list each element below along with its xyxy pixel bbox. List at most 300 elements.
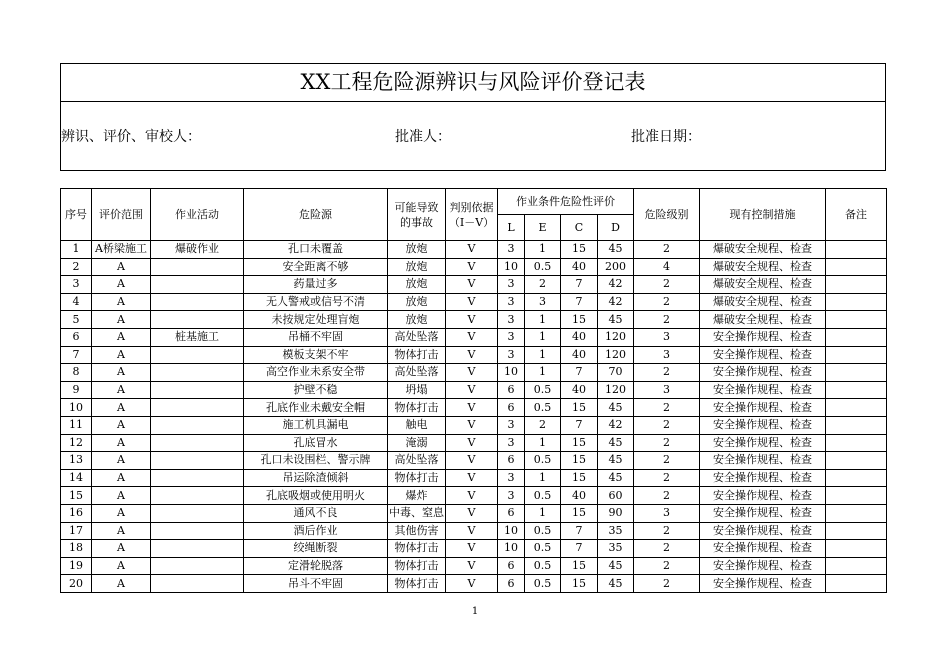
cell-no: 2: [61, 258, 92, 276]
cell-hazard: 吊运除渣倾斜: [244, 469, 388, 487]
cell-l: 6: [498, 575, 525, 593]
cell-level: 2: [634, 293, 700, 311]
cell-scope: A: [92, 364, 151, 382]
cell-no: 8: [61, 364, 92, 382]
cell-accident: 物体打击: [388, 346, 446, 364]
cell-activity: [151, 522, 244, 540]
cell-d: 42: [598, 276, 634, 294]
cell-accident: 放炮: [388, 258, 446, 276]
cell-scope: A: [92, 575, 151, 593]
cell-control: 安全操作规程、检查: [700, 346, 826, 364]
cell-remark: [826, 575, 887, 593]
cell-control: 安全操作规程、检查: [700, 416, 826, 434]
cell-level: 2: [634, 434, 700, 452]
cell-no: 12: [61, 434, 92, 452]
cell-remark: [826, 293, 887, 311]
cell-basis: V: [446, 346, 498, 364]
cell-control: 安全操作规程、检查: [700, 399, 826, 417]
cell-activity: [151, 434, 244, 452]
cell-c: 40: [561, 328, 598, 346]
cell-scope: A: [92, 452, 151, 470]
cell-l: 10: [498, 540, 525, 558]
cell-basis: V: [446, 258, 498, 276]
cell-d: 200: [598, 258, 634, 276]
cell-control: 安全操作规程、检查: [700, 452, 826, 470]
cell-hazard: 护壁不稳: [244, 381, 388, 399]
table-row: [61, 311, 887, 329]
cell-remark: [826, 346, 887, 364]
cell-accident: 爆炸: [388, 487, 446, 505]
cell-d: 45: [598, 241, 634, 259]
hazard-register-table: [60, 188, 887, 593]
cell-scope: A: [92, 399, 151, 417]
cell-control: 安全操作规程、检查: [700, 364, 826, 382]
cell-activity: [151, 504, 244, 522]
cell-basis: V: [446, 311, 498, 329]
cell-hazard: 酒后作业: [244, 522, 388, 540]
header-accident-line2: 的事故: [400, 215, 433, 229]
table-row: [61, 504, 887, 522]
cell-control: 安全操作规程、检查: [700, 557, 826, 575]
identifier-label: 辨识、评价、审校人：: [61, 129, 201, 145]
header-scope: 评价范围: [92, 189, 151, 241]
cell-scope: A桥梁施工: [92, 241, 151, 259]
cell-d: 42: [598, 416, 634, 434]
cell-activity: [151, 293, 244, 311]
cell-accident: 放炮: [388, 276, 446, 294]
cell-c: 7: [561, 540, 598, 558]
cell-level: 2: [634, 575, 700, 593]
table-row: [61, 487, 887, 505]
cell-basis: V: [446, 575, 498, 593]
cell-d: 70: [598, 364, 634, 382]
cell-basis: V: [446, 293, 498, 311]
cell-control: 爆破安全规程、检查: [700, 311, 826, 329]
header-accident-line1: 可能导致: [394, 200, 439, 214]
cell-l: 10: [498, 364, 525, 382]
cell-level: 2: [634, 241, 700, 259]
cell-no: 3: [61, 276, 92, 294]
form-header: [60, 63, 886, 171]
header-accident: [388, 189, 446, 241]
cell-basis: V: [446, 416, 498, 434]
cell-level: 2: [634, 416, 700, 434]
cell-accident: 中毒、窒息: [388, 504, 446, 522]
cell-activity: [151, 469, 244, 487]
cell-e: 3: [525, 293, 561, 311]
cell-level: 2: [634, 557, 700, 575]
cell-e: 0.5: [525, 487, 561, 505]
cell-remark: [826, 522, 887, 540]
cell-no: 10: [61, 399, 92, 417]
cell-e: 0.5: [525, 540, 561, 558]
cell-remark: [826, 241, 887, 259]
cell-scope: A: [92, 328, 151, 346]
cell-e: 1: [525, 504, 561, 522]
cell-control: 爆破安全规程、检查: [700, 276, 826, 294]
cell-hazard: 通风不良: [244, 504, 388, 522]
cell-d: 45: [598, 557, 634, 575]
approve-date-label: 批准日期：: [631, 129, 701, 145]
cell-e: 1: [525, 328, 561, 346]
cell-activity: [151, 346, 244, 364]
cell-d: 90: [598, 504, 634, 522]
table-row: [61, 399, 887, 417]
cell-hazard: 吊桶不牢固: [244, 328, 388, 346]
header-d: D: [598, 215, 634, 241]
cell-no: 14: [61, 469, 92, 487]
cell-e: 2: [525, 276, 561, 294]
cell-accident: 触电: [388, 416, 446, 434]
cell-hazard: 高空作业未系安全带: [244, 364, 388, 382]
cell-level: 3: [634, 381, 700, 399]
cell-hazard: 药量过多: [244, 276, 388, 294]
cell-activity: 桩基施工: [151, 328, 244, 346]
cell-scope: A: [92, 434, 151, 452]
header-c: C: [561, 215, 598, 241]
cell-activity: [151, 311, 244, 329]
cell-l: 3: [498, 434, 525, 452]
cell-d: 120: [598, 346, 634, 364]
cell-d: 35: [598, 540, 634, 558]
cell-control: 安全操作规程、检查: [700, 522, 826, 540]
header-control: 现有控制措施: [700, 189, 826, 241]
cell-no: 17: [61, 522, 92, 540]
cell-hazard: 吊斗不牢固: [244, 575, 388, 593]
cell-basis: V: [446, 241, 498, 259]
cell-remark: [826, 434, 887, 452]
cell-no: 6: [61, 328, 92, 346]
cell-activity: [151, 540, 244, 558]
cell-hazard: 施工机具漏电: [244, 416, 388, 434]
cell-control: 安全操作规程、检查: [700, 328, 826, 346]
header-e: E: [525, 215, 561, 241]
header-no: 序号: [61, 189, 92, 241]
cell-accident: 高处坠落: [388, 364, 446, 382]
cell-e: 0.5: [525, 381, 561, 399]
cell-control: 安全操作规程、检查: [700, 381, 826, 399]
cell-c: 15: [561, 434, 598, 452]
cell-e: 1: [525, 311, 561, 329]
cell-hazard: 定滑轮脱落: [244, 557, 388, 575]
cell-c: 7: [561, 276, 598, 294]
cell-scope: A: [92, 346, 151, 364]
cell-hazard: 绞绳断裂: [244, 540, 388, 558]
cell-remark: [826, 276, 887, 294]
cell-l: 3: [498, 328, 525, 346]
cell-e: 0.5: [525, 399, 561, 417]
cell-accident: 物体打击: [388, 399, 446, 417]
cell-c: 15: [561, 452, 598, 470]
cell-level: 2: [634, 276, 700, 294]
cell-remark: [826, 504, 887, 522]
header-activity: 作业活动: [151, 189, 244, 241]
cell-d: 45: [598, 434, 634, 452]
cell-basis: V: [446, 452, 498, 470]
header-eval-group: 作业条件危险性评价: [498, 189, 634, 215]
cell-l: 3: [498, 346, 525, 364]
cell-no: 7: [61, 346, 92, 364]
cell-remark: [826, 258, 887, 276]
cell-accident: 淹溺: [388, 434, 446, 452]
cell-l: 6: [498, 381, 525, 399]
cell-accident: 高处坠落: [388, 452, 446, 470]
table-row: [61, 416, 887, 434]
cell-level: 2: [634, 469, 700, 487]
cell-scope: A: [92, 557, 151, 575]
cell-c: 15: [561, 241, 598, 259]
table-row: [61, 364, 887, 382]
cell-control: 爆破安全规程、检查: [700, 241, 826, 259]
cell-basis: V: [446, 434, 498, 452]
cell-l: 6: [498, 452, 525, 470]
cell-l: 3: [498, 293, 525, 311]
table-row: [61, 452, 887, 470]
cell-activity: [151, 258, 244, 276]
cell-e: 1: [525, 364, 561, 382]
cell-no: 18: [61, 540, 92, 558]
cell-e: 1: [525, 346, 561, 364]
cell-hazard: 孔底作业未戴安全帽: [244, 399, 388, 417]
cell-accident: 坍塌: [388, 381, 446, 399]
cell-activity: 爆破作业: [151, 241, 244, 259]
cell-control: 安全操作规程、检查: [700, 575, 826, 593]
cell-control: 爆破安全规程、检查: [700, 293, 826, 311]
cell-d: 45: [598, 452, 634, 470]
cell-accident: 物体打击: [388, 575, 446, 593]
cell-level: 3: [634, 328, 700, 346]
cell-hazard: 无人警戒或信号不清: [244, 293, 388, 311]
cell-c: 7: [561, 364, 598, 382]
cell-e: 0.5: [525, 258, 561, 276]
cell-remark: [826, 381, 887, 399]
cell-level: 2: [634, 487, 700, 505]
cell-basis: V: [446, 381, 498, 399]
cell-activity: [151, 381, 244, 399]
cell-accident: 其他伤害: [388, 522, 446, 540]
cell-activity: [151, 487, 244, 505]
cell-e: 0.5: [525, 452, 561, 470]
cell-e: 1: [525, 241, 561, 259]
page-title: XX工程危险源辨识与风险评价登记表: [61, 64, 885, 102]
cell-level: 4: [634, 258, 700, 276]
cell-activity: [151, 276, 244, 294]
cell-level: 2: [634, 540, 700, 558]
approver-label: 批准人：: [395, 129, 451, 145]
table-row: [61, 346, 887, 364]
table-row: [61, 293, 887, 311]
cell-l: 3: [498, 276, 525, 294]
cell-e: 2: [525, 416, 561, 434]
cell-hazard: 模板支架不牢: [244, 346, 388, 364]
cell-d: 60: [598, 487, 634, 505]
cell-c: 7: [561, 416, 598, 434]
cell-c: 15: [561, 557, 598, 575]
cell-e: 1: [525, 434, 561, 452]
cell-c: 15: [561, 504, 598, 522]
cell-e: 0.5: [525, 522, 561, 540]
cell-c: 15: [561, 311, 598, 329]
cell-scope: A: [92, 276, 151, 294]
header-basis: [446, 189, 498, 241]
cell-no: 4: [61, 293, 92, 311]
cell-hazard: 安全距离不够: [244, 258, 388, 276]
cell-c: 15: [561, 469, 598, 487]
cell-basis: V: [446, 522, 498, 540]
header-hazard: 危险源: [244, 189, 388, 241]
cell-d: 45: [598, 311, 634, 329]
cell-basis: V: [446, 469, 498, 487]
cell-scope: A: [92, 522, 151, 540]
cell-level: 2: [634, 399, 700, 417]
cell-l: 6: [498, 399, 525, 417]
cell-level: 2: [634, 311, 700, 329]
cell-basis: V: [446, 557, 498, 575]
table-body: [61, 241, 887, 593]
cell-c: 40: [561, 487, 598, 505]
cell-c: 7: [561, 293, 598, 311]
cell-control: 安全操作规程、检查: [700, 469, 826, 487]
cell-hazard: 孔口未覆盖: [244, 241, 388, 259]
header-remark: 备注: [826, 189, 887, 241]
cell-control: 安全操作规程、检查: [700, 434, 826, 452]
cell-activity: [151, 575, 244, 593]
table-row: [61, 469, 887, 487]
table-row: [61, 557, 887, 575]
cell-c: 40: [561, 381, 598, 399]
cell-l: 3: [498, 487, 525, 505]
header-basis-line1: 判别依据: [449, 200, 494, 214]
cell-no: 15: [61, 487, 92, 505]
cell-scope: A: [92, 381, 151, 399]
cell-d: 42: [598, 293, 634, 311]
cell-accident: 物体打击: [388, 469, 446, 487]
cell-no: 1: [61, 241, 92, 259]
cell-hazard: 孔口未设围栏、警示牌: [244, 452, 388, 470]
cell-accident: 放炮: [388, 311, 446, 329]
cell-l: 3: [498, 241, 525, 259]
cell-level: 2: [634, 452, 700, 470]
cell-c: 40: [561, 258, 598, 276]
cell-scope: A: [92, 258, 151, 276]
cell-no: 16: [61, 504, 92, 522]
cell-activity: [151, 557, 244, 575]
table-row: [61, 540, 887, 558]
header-l: L: [498, 215, 525, 241]
table-row: [61, 381, 887, 399]
table-row: [61, 258, 887, 276]
cell-no: 11: [61, 416, 92, 434]
cell-remark: [826, 311, 887, 329]
cell-l: 3: [498, 416, 525, 434]
cell-scope: A: [92, 293, 151, 311]
cell-remark: [826, 364, 887, 382]
cell-basis: V: [446, 364, 498, 382]
cell-scope: A: [92, 311, 151, 329]
cell-activity: [151, 364, 244, 382]
cell-remark: [826, 452, 887, 470]
cell-l: 6: [498, 504, 525, 522]
cell-remark: [826, 557, 887, 575]
header-level: 危险级别: [634, 189, 700, 241]
cell-d: 120: [598, 328, 634, 346]
table-row: [61, 328, 887, 346]
cell-remark: [826, 540, 887, 558]
cell-scope: A: [92, 504, 151, 522]
table-row: [61, 276, 887, 294]
header-basis-line2: （I－V）: [448, 215, 495, 229]
cell-accident: 物体打击: [388, 540, 446, 558]
cell-no: 13: [61, 452, 92, 470]
cell-basis: V: [446, 328, 498, 346]
cell-activity: [151, 416, 244, 434]
cell-no: 19: [61, 557, 92, 575]
cell-scope: A: [92, 469, 151, 487]
cell-basis: V: [446, 540, 498, 558]
cell-hazard: 未按规定处理盲炮: [244, 311, 388, 329]
cell-level: 2: [634, 364, 700, 382]
cell-basis: V: [446, 504, 498, 522]
cell-c: 15: [561, 399, 598, 417]
table-row: [61, 434, 887, 452]
cell-l: 3: [498, 311, 525, 329]
signature-row: [61, 102, 885, 172]
cell-c: 15: [561, 575, 598, 593]
cell-activity: [151, 452, 244, 470]
cell-e: 0.5: [525, 575, 561, 593]
cell-d: 45: [598, 575, 634, 593]
cell-hazard: 孔底冒水: [244, 434, 388, 452]
cell-accident: 物体打击: [388, 557, 446, 575]
cell-scope: A: [92, 416, 151, 434]
cell-level: 3: [634, 346, 700, 364]
cell-d: 45: [598, 399, 634, 417]
cell-no: 5: [61, 311, 92, 329]
cell-c: 40: [561, 346, 598, 364]
table-row: [61, 522, 887, 540]
cell-c: 7: [561, 522, 598, 540]
cell-remark: [826, 469, 887, 487]
cell-d: 45: [598, 469, 634, 487]
page-number: 1: [471, 606, 479, 617]
cell-d: 120: [598, 381, 634, 399]
cell-no: 9: [61, 381, 92, 399]
cell-level: 3: [634, 504, 700, 522]
cell-control: 安全操作规程、检查: [700, 540, 826, 558]
table-row: [61, 575, 887, 593]
cell-basis: V: [446, 487, 498, 505]
cell-control: 安全操作规程、检查: [700, 504, 826, 522]
table-row: [61, 241, 887, 259]
cell-remark: [826, 487, 887, 505]
cell-scope: A: [92, 540, 151, 558]
cell-d: 35: [598, 522, 634, 540]
cell-accident: 放炮: [388, 241, 446, 259]
cell-control: 爆破安全规程、检查: [700, 258, 826, 276]
cell-accident: 高处坠落: [388, 328, 446, 346]
cell-control: 安全操作规程、检查: [700, 487, 826, 505]
cell-l: 10: [498, 522, 525, 540]
cell-hazard: 孔底吸烟或使用明火: [244, 487, 388, 505]
cell-e: 0.5: [525, 557, 561, 575]
cell-accident: 放炮: [388, 293, 446, 311]
cell-basis: V: [446, 276, 498, 294]
cell-l: 10: [498, 258, 525, 276]
cell-level: 2: [634, 522, 700, 540]
cell-l: 6: [498, 557, 525, 575]
cell-no: 20: [61, 575, 92, 593]
cell-scope: A: [92, 487, 151, 505]
